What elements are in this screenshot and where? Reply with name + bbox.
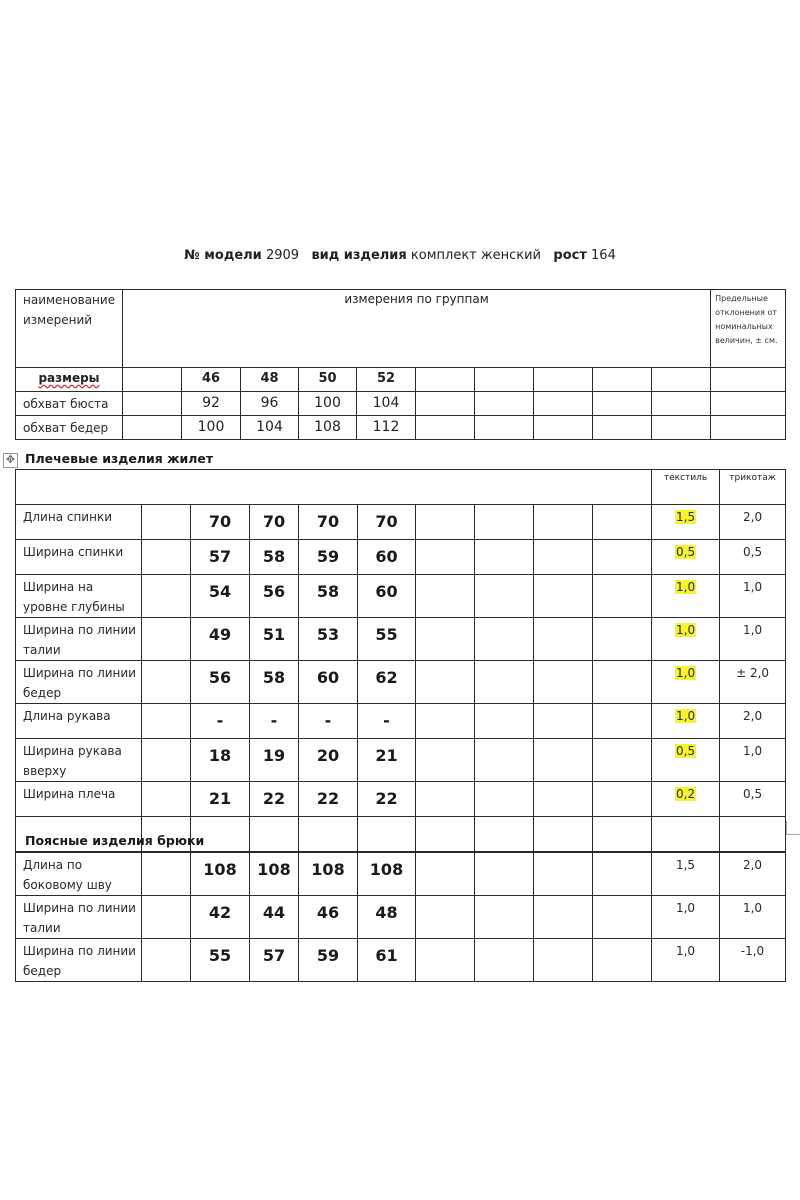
tolerance-value: 1,0 xyxy=(676,623,696,637)
tolerance-value: 0,5 xyxy=(676,545,696,559)
tolerance-value: 1,0 xyxy=(675,901,696,915)
size-table xyxy=(15,289,786,440)
empty-cell xyxy=(593,939,652,982)
empty-cell xyxy=(534,618,593,661)
empty-cell xyxy=(475,540,534,575)
empty-cell xyxy=(534,540,593,575)
knit-tolerance: 2,0 xyxy=(720,704,786,739)
empty-cell xyxy=(475,896,534,939)
empty-cell xyxy=(123,392,182,416)
empty-cell xyxy=(416,739,475,782)
value-cell: 70 xyxy=(358,505,416,540)
empty-cell xyxy=(593,853,652,896)
empty-cell xyxy=(475,853,534,896)
model-label: № модели xyxy=(184,248,262,263)
type-value: комплект женский xyxy=(410,248,541,263)
empty-cell xyxy=(416,368,475,392)
row-label: Ширина на уровне глубины xyxy=(16,575,142,618)
value-cell: 55 xyxy=(191,939,250,982)
empty-cell xyxy=(142,618,191,661)
value-cell: 20 xyxy=(299,739,358,782)
tolerance-value: 1,5 xyxy=(675,858,696,872)
textile-tolerance xyxy=(652,896,720,939)
value-cell: 108 xyxy=(191,853,250,896)
value-cell: 44 xyxy=(250,896,299,939)
row-label: Длина рукава xyxy=(16,704,142,739)
empty-cell xyxy=(416,817,475,852)
value-cell: 108 xyxy=(299,853,358,896)
table-row xyxy=(16,575,786,618)
row-label: Ширина рукава вверху xyxy=(16,739,142,782)
row-label: Ширина по линии талии xyxy=(16,896,142,939)
empty-cell xyxy=(416,661,475,704)
value-cell: 59 xyxy=(299,939,358,982)
empty-cell xyxy=(534,853,593,896)
row-label: Ширина спинки xyxy=(16,540,142,575)
empty-cell xyxy=(416,618,475,661)
empty-cell xyxy=(652,368,711,392)
empty-cell xyxy=(475,817,534,852)
empty-cell xyxy=(593,618,652,661)
empty-cell xyxy=(475,704,534,739)
pants-table xyxy=(15,852,786,982)
tolerance-value: 1,0 xyxy=(675,944,696,958)
row-label: Ширина по линии талии xyxy=(16,618,142,661)
empty-cell xyxy=(416,505,475,540)
value-cell: 58 xyxy=(299,575,358,618)
value-cell: 55 xyxy=(358,618,416,661)
empty-cell xyxy=(711,368,786,392)
empty-cell xyxy=(123,368,182,392)
empty-cell xyxy=(142,939,191,982)
value-cell: 108 xyxy=(250,853,299,896)
value-cell: 19 xyxy=(250,739,299,782)
empty-cell xyxy=(593,782,652,817)
empty-cell xyxy=(652,416,711,440)
value-cell: 59 xyxy=(299,540,358,575)
empty-cell xyxy=(720,817,786,852)
row-label: обхват бюста xyxy=(16,392,123,416)
textile-tolerance xyxy=(652,704,720,739)
value-cell: 58 xyxy=(250,661,299,704)
value-cell: 57 xyxy=(191,540,250,575)
value-cell: 51 xyxy=(250,618,299,661)
empty-cell xyxy=(142,661,191,704)
value-cell: - xyxy=(358,704,416,739)
value-cell: - xyxy=(191,704,250,739)
table-row xyxy=(16,661,786,704)
value-cell: 70 xyxy=(250,505,299,540)
row-label: Ширина по линии бедер xyxy=(16,939,142,982)
value-cell: 104 xyxy=(241,416,299,440)
empty-cell xyxy=(123,416,182,440)
empty-cell xyxy=(534,505,593,540)
empty-cell xyxy=(142,782,191,817)
vest-header-empty xyxy=(16,470,652,505)
model-value: 2909 xyxy=(265,248,300,263)
value-cell: 108 xyxy=(358,853,416,896)
knit-tolerance: 1,0 xyxy=(720,739,786,782)
empty-cell xyxy=(534,392,593,416)
empty-cell xyxy=(475,661,534,704)
knit-tolerance: 1,0 xyxy=(720,575,786,618)
empty-cell xyxy=(593,896,652,939)
empty-cell xyxy=(534,704,593,739)
empty-cell xyxy=(416,704,475,739)
value-cell: 21 xyxy=(358,739,416,782)
knit-tolerance: 1,0 xyxy=(720,896,786,939)
empty-cell xyxy=(250,817,299,852)
empty-cell xyxy=(593,739,652,782)
empty-cell xyxy=(593,416,652,440)
value-cell: 100 xyxy=(299,392,357,416)
empty-cell xyxy=(652,392,711,416)
type-label: вид изделия xyxy=(311,248,407,263)
empty-cell xyxy=(416,853,475,896)
empty-cell xyxy=(534,782,593,817)
empty-cell xyxy=(299,817,358,852)
empty-cell xyxy=(475,416,534,440)
knit-tolerance: 2,0 xyxy=(720,853,786,896)
textile-tolerance xyxy=(652,782,720,817)
value-cell: 62 xyxy=(358,661,416,704)
tolerance-value: 0,5 xyxy=(676,744,696,758)
value-cell: - xyxy=(250,704,299,739)
empty-cell xyxy=(593,817,652,852)
textile-header: текстиль xyxy=(652,470,720,505)
groups-header: измерения по группам xyxy=(123,290,711,368)
empty-cell xyxy=(142,739,191,782)
value-cell: 60 xyxy=(358,575,416,618)
empty-cell xyxy=(593,575,652,618)
knit-tolerance: -1,0 xyxy=(720,939,786,982)
empty-cell xyxy=(475,575,534,618)
empty-cell xyxy=(711,416,786,440)
row-label: Ширина плеча xyxy=(16,782,142,817)
value-cell: 70 xyxy=(191,505,250,540)
vest-section-title: Плечевые изделия жилет xyxy=(25,451,214,466)
empty-cell xyxy=(142,704,191,739)
knit-tolerance: 0,5 xyxy=(720,540,786,575)
empty-cell xyxy=(416,575,475,618)
value-cell: 42 xyxy=(191,896,250,939)
value-cell: 21 xyxy=(191,782,250,817)
empty-cell xyxy=(652,817,720,852)
row-label: Длина спинки xyxy=(16,505,142,540)
empty-cell xyxy=(593,368,652,392)
value-cell: 112 xyxy=(357,416,416,440)
knit-header: трикотаж xyxy=(720,470,786,505)
empty-cell xyxy=(593,540,652,575)
empty-cell xyxy=(475,739,534,782)
tolerance-value: 1,0 xyxy=(676,709,696,723)
value-cell: 70 xyxy=(299,505,358,540)
empty-cell xyxy=(534,739,593,782)
table-resize-handle[interactable] xyxy=(786,821,800,835)
empty-cell xyxy=(475,939,534,982)
tolerance-value: 1,0 xyxy=(676,580,696,594)
knit-tolerance: 1,0 xyxy=(720,618,786,661)
empty-cell xyxy=(534,896,593,939)
document-title xyxy=(0,248,800,263)
empty-cell xyxy=(593,392,652,416)
row-label: Ширина по линии бедер xyxy=(16,661,142,704)
tolerance-value: 1,0 xyxy=(676,666,696,680)
table-row xyxy=(16,853,786,896)
empty-cell xyxy=(534,661,593,704)
empty-cell xyxy=(711,392,786,416)
value-cell: 49 xyxy=(191,618,250,661)
empty-cell xyxy=(534,817,593,852)
value-cell: 56 xyxy=(250,575,299,618)
value-cell: 22 xyxy=(250,782,299,817)
textile-tolerance xyxy=(652,618,720,661)
value-cell: 96 xyxy=(241,392,299,416)
empty-cell xyxy=(416,392,475,416)
pants-section-title: Поясные изделия брюки xyxy=(25,833,205,848)
empty-cell xyxy=(475,618,534,661)
empty-cell xyxy=(534,575,593,618)
empty-cell xyxy=(475,368,534,392)
empty-cell xyxy=(593,704,652,739)
textile-tolerance xyxy=(652,505,720,540)
empty-cell xyxy=(534,416,593,440)
row-label: обхват бедер xyxy=(16,416,123,440)
knit-tolerance: 0,5 xyxy=(720,782,786,817)
table-row xyxy=(16,896,786,939)
value-cell: 60 xyxy=(358,540,416,575)
empty-cell xyxy=(593,661,652,704)
empty-cell xyxy=(416,939,475,982)
empty-cell xyxy=(416,540,475,575)
table-row xyxy=(16,540,786,575)
value-cell: 48 xyxy=(358,896,416,939)
table-row xyxy=(16,939,786,982)
empty-cell xyxy=(416,896,475,939)
textile-tolerance xyxy=(652,540,720,575)
table-row xyxy=(16,782,786,817)
knit-tolerance: 2,0 xyxy=(720,505,786,540)
empty-cell xyxy=(416,782,475,817)
size-48: 48 xyxy=(241,368,299,392)
empty-cell xyxy=(475,505,534,540)
textile-tolerance xyxy=(652,853,720,896)
value-cell: 53 xyxy=(299,618,358,661)
empty-cell xyxy=(475,782,534,817)
value-cell: 108 xyxy=(299,416,357,440)
empty-cell xyxy=(142,505,191,540)
value-cell: 46 xyxy=(299,896,358,939)
table-move-handle-icon[interactable]: ✥ xyxy=(3,453,18,468)
row-label: Длина по боковому шву xyxy=(16,853,142,896)
value-cell: 61 xyxy=(358,939,416,982)
table-row xyxy=(16,618,786,661)
table-row xyxy=(16,392,786,416)
value-cell: 56 xyxy=(191,661,250,704)
size-46: 46 xyxy=(182,368,241,392)
value-cell: 100 xyxy=(182,416,241,440)
empty-cell xyxy=(593,505,652,540)
value-cell: 54 xyxy=(191,575,250,618)
table-row xyxy=(16,416,786,440)
sizes-label: размеры xyxy=(16,368,123,392)
value-cell: 58 xyxy=(250,540,299,575)
tolerance-value: 1,5 xyxy=(676,510,696,524)
empty-cell xyxy=(534,939,593,982)
tolerance-value: 0,2 xyxy=(676,787,696,801)
value-cell: 92 xyxy=(182,392,241,416)
height-value: 164 xyxy=(591,248,616,263)
empty-cell xyxy=(475,392,534,416)
value-cell: 60 xyxy=(299,661,358,704)
value-cell: 57 xyxy=(250,939,299,982)
empty-cell xyxy=(142,853,191,896)
tolerance-header: Предельные отклонения от номинальных величин, ± см. xyxy=(711,290,786,368)
textile-tolerance xyxy=(652,939,720,982)
empty-cell xyxy=(142,896,191,939)
table-row xyxy=(16,505,786,540)
empty-cell xyxy=(142,575,191,618)
textile-tolerance xyxy=(652,661,720,704)
value-cell: - xyxy=(299,704,358,739)
table-row xyxy=(16,704,786,739)
vest-table xyxy=(15,469,786,852)
value-cell: 18 xyxy=(191,739,250,782)
empty-cell xyxy=(358,817,416,852)
table-row xyxy=(16,739,786,782)
height-label: рост xyxy=(553,248,587,263)
knit-tolerance: ± 2,0 xyxy=(720,661,786,704)
measurement-name-header: наименование измерений xyxy=(16,290,123,368)
size-52: 52 xyxy=(357,368,416,392)
empty-cell xyxy=(142,540,191,575)
empty-cell xyxy=(534,368,593,392)
textile-tolerance xyxy=(652,575,720,618)
textile-tolerance xyxy=(652,739,720,782)
value-cell: 22 xyxy=(299,782,358,817)
value-cell: 104 xyxy=(357,392,416,416)
size-50: 50 xyxy=(299,368,357,392)
value-cell: 22 xyxy=(358,782,416,817)
empty-cell xyxy=(416,416,475,440)
